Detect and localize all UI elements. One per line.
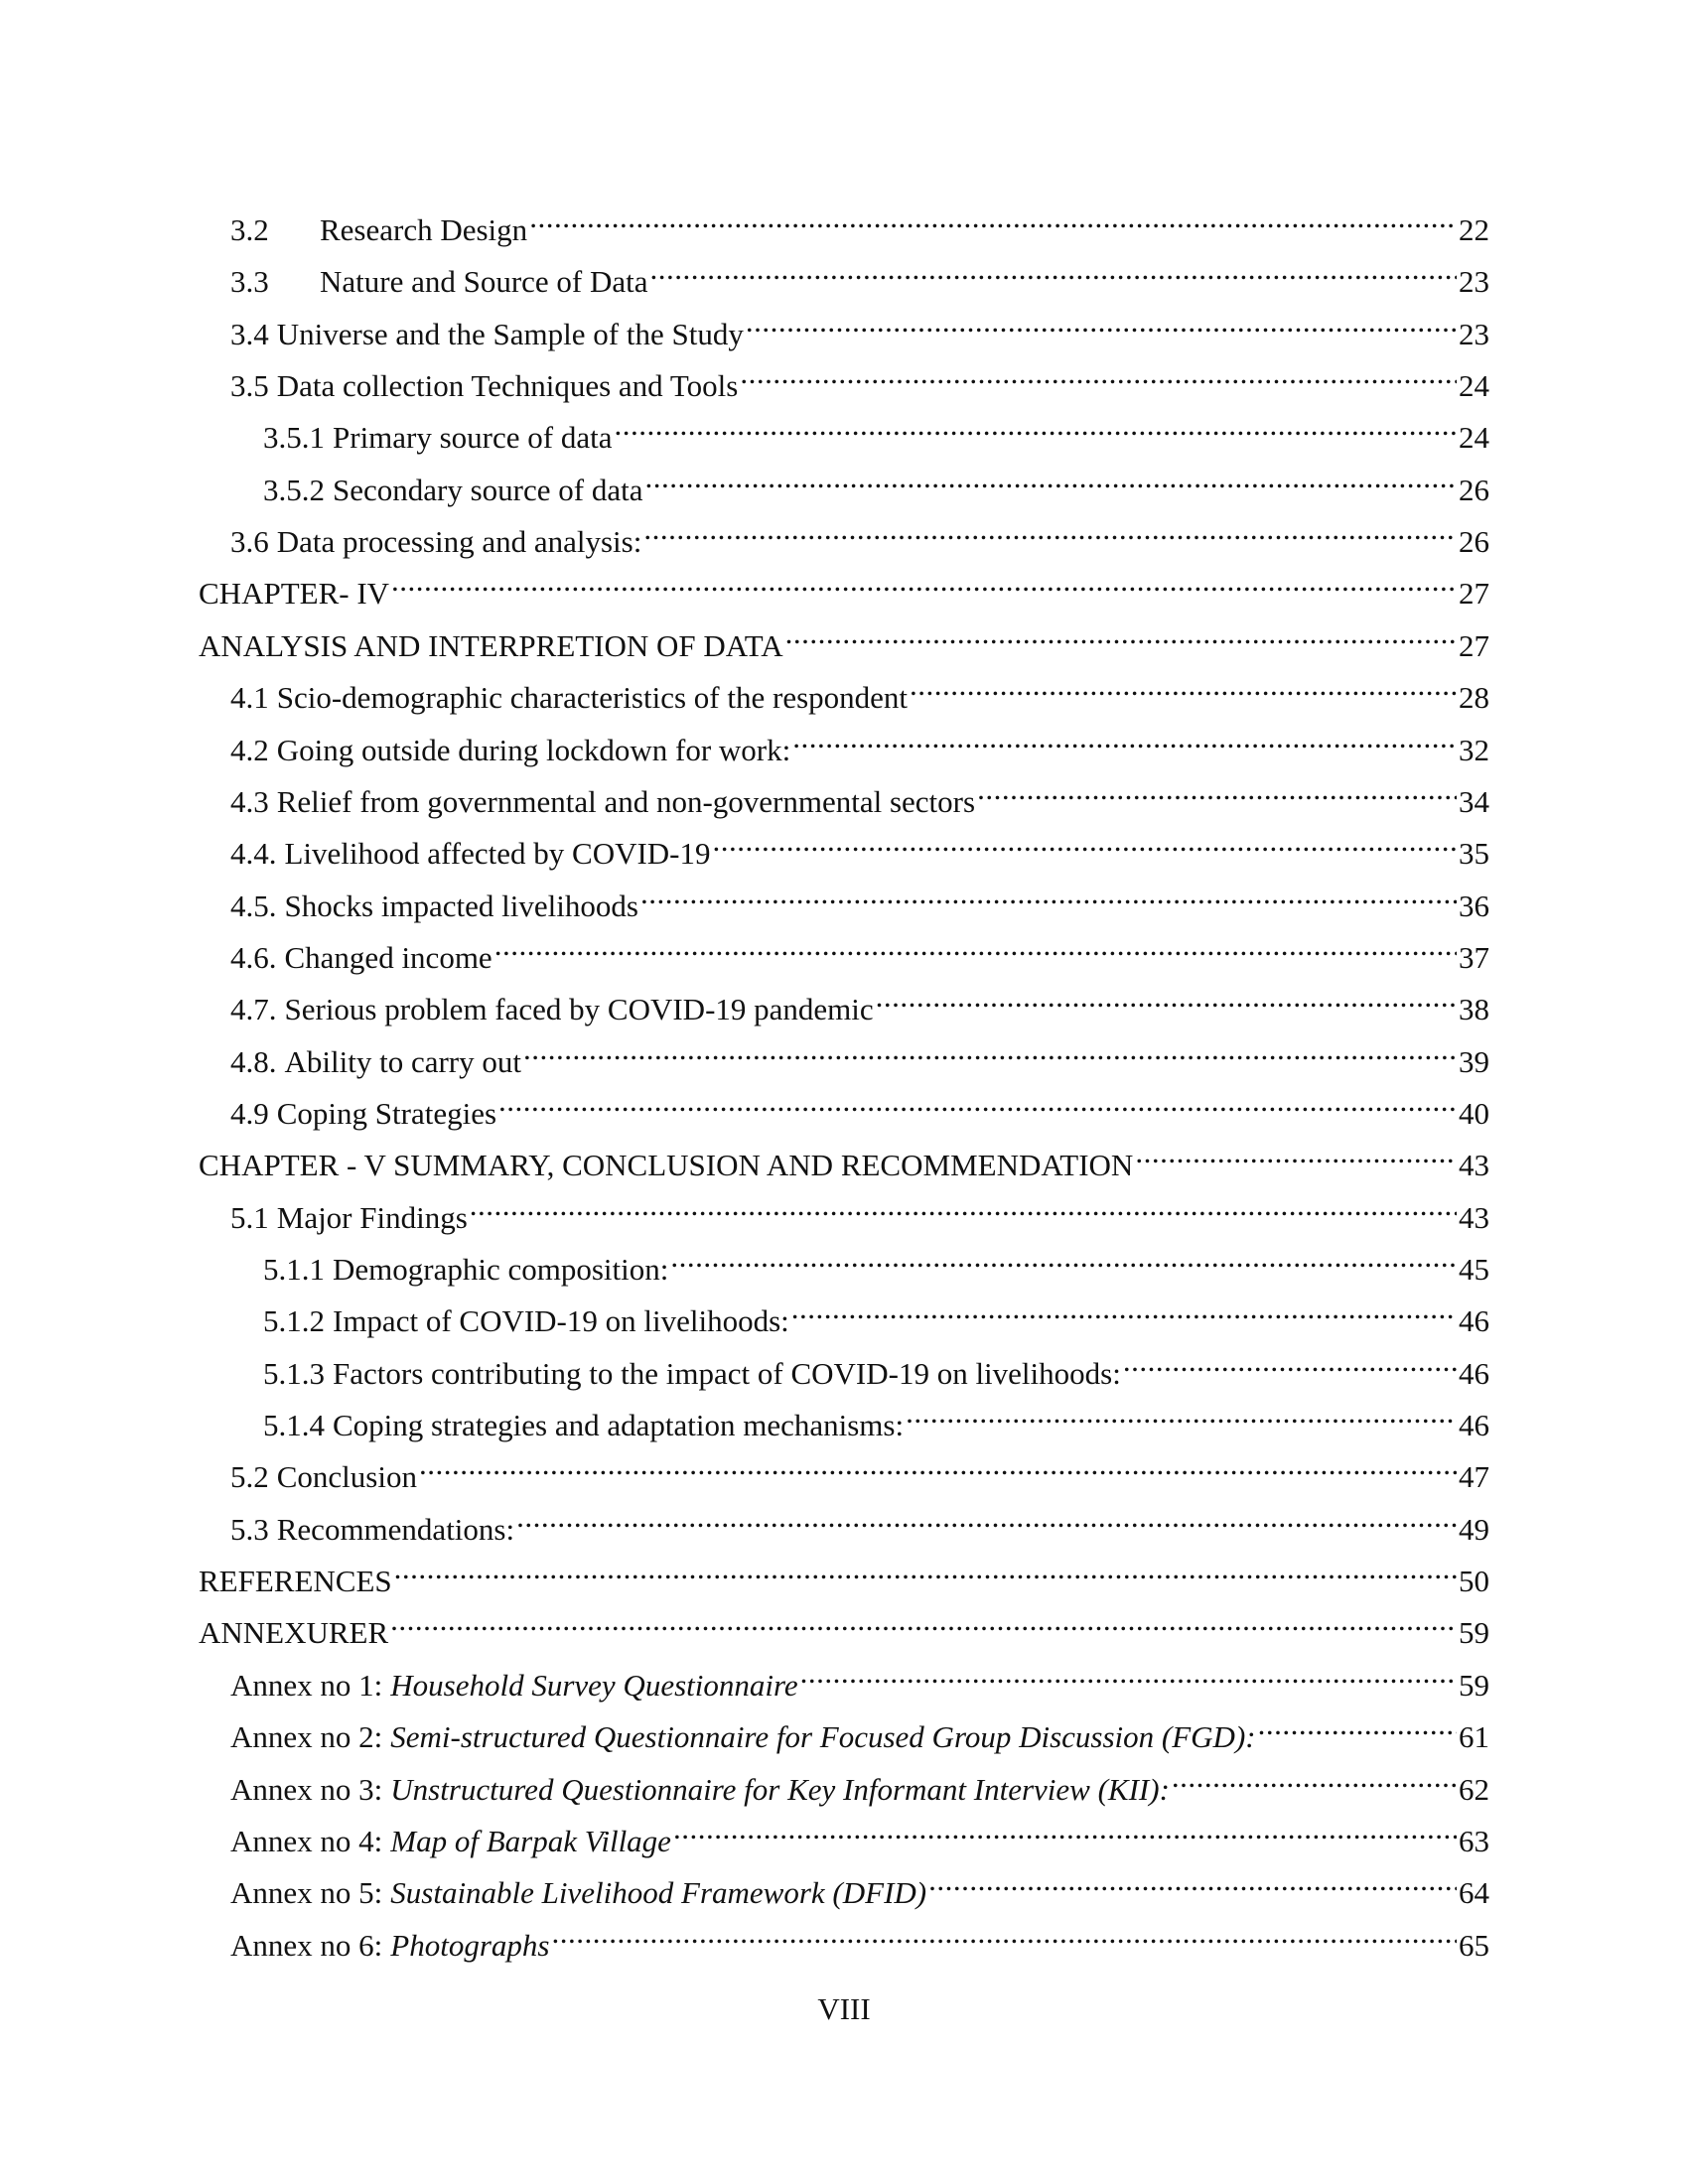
toc-entry-page-number: 49 bbox=[1459, 1511, 1489, 1547]
toc-entry-page-number: 26 bbox=[1459, 472, 1489, 507]
toc-entry[interactable] bbox=[230, 766, 1489, 819]
toc-entry[interactable] bbox=[263, 1286, 1489, 1339]
toc-entry[interactable] bbox=[230, 299, 1489, 351]
dot-leader bbox=[928, 1857, 1457, 1903]
toc-entry-title: Demographic composition: bbox=[333, 1252, 669, 1287]
toc-entry-page-number: 24 bbox=[1459, 420, 1489, 456]
toc-entry-page-number: 63 bbox=[1459, 1823, 1489, 1858]
toc-entry-title: Impact of COVID-19 on livelihoods: bbox=[333, 1303, 789, 1339]
toc-entry[interactable] bbox=[199, 1597, 1489, 1651]
dot-leader bbox=[614, 402, 1457, 448]
toc-entry[interactable] bbox=[230, 871, 1489, 923]
toc-entry-page-number: 43 bbox=[1459, 1199, 1489, 1235]
toc-entry-number: 3.5.2 bbox=[263, 472, 325, 507]
toc-entry[interactable] bbox=[230, 922, 1489, 975]
toc-entry[interactable] bbox=[230, 715, 1489, 767]
dot-leader bbox=[1123, 1338, 1457, 1384]
toc-entry-title-italic: Semi-structured Questionnaire for Focused Group Discussion (FGD): bbox=[390, 1719, 1256, 1755]
toc-entry-title-italic: Photographs bbox=[390, 1927, 550, 1963]
toc-entry-title: Primary source of data bbox=[333, 420, 613, 456]
toc-entry[interactable] bbox=[263, 402, 1489, 456]
toc-entry-number: 4.8. bbox=[230, 1043, 277, 1079]
toc-entry[interactable] bbox=[230, 974, 1489, 1027]
toc-entry-page-number: 46 bbox=[1459, 1303, 1489, 1339]
dot-leader bbox=[713, 818, 1457, 864]
toc-entry-number: 4.3 bbox=[230, 783, 269, 819]
toc-entry[interactable] bbox=[230, 506, 1489, 560]
dot-leader bbox=[551, 1910, 1457, 1956]
toc-entry-title: Research Design bbox=[320, 212, 528, 247]
toc-entry[interactable] bbox=[199, 558, 1489, 612]
toc-entry-number: 5.1.2 bbox=[263, 1303, 325, 1339]
dot-leader bbox=[785, 611, 1457, 656]
toc-entry-number: 3.6 bbox=[230, 524, 269, 560]
toc-entry-page-number: 22 bbox=[1459, 212, 1489, 247]
toc-entry-title-italic: Household Survey Questionnaire bbox=[390, 1667, 798, 1703]
toc-entry-title: Secondary source of data bbox=[333, 472, 643, 507]
toc-entry-number: 3.4 bbox=[230, 316, 269, 351]
toc-entry-page-number: 46 bbox=[1459, 1408, 1489, 1443]
toc-entry-title: ANALYSIS AND INTERPRETION OF DATA bbox=[199, 627, 783, 663]
toc-entry[interactable] bbox=[199, 1546, 1489, 1599]
toc-entry[interactable] bbox=[199, 1130, 1489, 1183]
toc-entry-title-italic: Map of Barpak Village bbox=[390, 1823, 671, 1858]
toc-entry-number: 4.7. bbox=[230, 992, 277, 1027]
dot-leader bbox=[670, 1234, 1457, 1280]
toc-entry-number: Annex no 2: bbox=[230, 1719, 383, 1755]
dot-leader bbox=[1258, 1702, 1457, 1747]
toc-entry[interactable] bbox=[263, 1234, 1489, 1287]
dot-leader bbox=[977, 766, 1457, 812]
dot-leader bbox=[800, 1650, 1457, 1696]
toc-entry-title: Changed income bbox=[284, 939, 492, 975]
toc-entry-number: 3.5 bbox=[230, 368, 269, 404]
toc-entry-page-number: 43 bbox=[1459, 1148, 1489, 1183]
toc-entry-page-number: 37 bbox=[1459, 939, 1489, 975]
toc-entry-page-number: 23 bbox=[1459, 316, 1489, 351]
toc-entry[interactable] bbox=[230, 1441, 1489, 1495]
toc-entry-page-number: 38 bbox=[1459, 992, 1489, 1027]
toc-entry[interactable] bbox=[230, 1910, 1489, 1963]
dot-leader bbox=[740, 350, 1457, 396]
toc-entry-title: Universe and the Sample of the Study bbox=[276, 316, 744, 351]
toc-entry-title: Relief from governmental and non-governmental sectors bbox=[276, 783, 976, 819]
toc-entry-page-number: 27 bbox=[1459, 576, 1489, 612]
toc-entry-number: 4.5. bbox=[230, 887, 277, 923]
dot-leader bbox=[643, 506, 1457, 552]
toc-entry-page-number: 27 bbox=[1459, 627, 1489, 663]
toc-entry-title: Nature and Source of Data bbox=[320, 264, 648, 300]
toc-entry-page-number: 36 bbox=[1459, 887, 1489, 923]
toc-entry-number: 5.2 bbox=[230, 1459, 269, 1495]
toc-entry-page-number: 35 bbox=[1459, 836, 1489, 872]
toc-entry-title: Ability to carry out bbox=[284, 1043, 521, 1079]
toc-entry[interactable] bbox=[230, 1806, 1489, 1858]
toc-entry-title: Coping strategies and adaptation mechanisms: bbox=[333, 1408, 905, 1443]
toc-entry[interactable] bbox=[230, 1702, 1489, 1755]
toc-entry-number: 4.2 bbox=[230, 732, 269, 767]
toc-entry[interactable] bbox=[263, 1338, 1489, 1391]
toc-entry-title: CHAPTER- IV bbox=[199, 576, 390, 612]
toc-entry-title: CHAPTER - V SUMMARY, CONCLUSION AND RECOMMENDATION bbox=[199, 1148, 1134, 1183]
toc-entry-page-number: 45 bbox=[1459, 1252, 1489, 1287]
dot-leader bbox=[498, 1078, 1457, 1124]
dot-leader bbox=[394, 1546, 1457, 1591]
toc-entry-title: Going outside during lockdown for work: bbox=[276, 732, 791, 767]
dot-leader bbox=[791, 1286, 1457, 1331]
toc-entry-title: REFERENCES bbox=[199, 1564, 392, 1599]
dot-leader bbox=[876, 974, 1457, 1020]
dot-leader bbox=[390, 1597, 1457, 1643]
dot-leader bbox=[792, 715, 1457, 760]
toc-entry-title-italic: Sustainable Livelihood Framework (DFID) bbox=[390, 1875, 927, 1911]
toc-entry-page-number: 59 bbox=[1459, 1615, 1489, 1651]
toc-entry-title: Data processing and analysis: bbox=[276, 524, 642, 560]
toc-entry-page-number: 34 bbox=[1459, 783, 1489, 819]
dot-leader bbox=[910, 662, 1457, 708]
toc-entry-page-number: 24 bbox=[1459, 368, 1489, 404]
dot-leader bbox=[673, 1806, 1457, 1851]
toc-entry-page-number: 46 bbox=[1459, 1355, 1489, 1391]
toc-entry-number: 5.1.4 bbox=[263, 1408, 325, 1443]
toc-entry-number: 5.3 bbox=[230, 1511, 269, 1547]
toc-entry-page-number: 59 bbox=[1459, 1667, 1489, 1703]
toc-entry-title: Recommendations: bbox=[276, 1511, 515, 1547]
dot-leader bbox=[644, 455, 1457, 500]
dot-leader bbox=[650, 246, 1457, 292]
toc-entry-title-italic: Unstructured Questionnaire for Key Informant Interview (KII): bbox=[390, 1771, 1170, 1807]
toc-entry-number: 4.6. bbox=[230, 939, 277, 975]
dot-leader bbox=[523, 1026, 1457, 1072]
toc-entry-page-number: 39 bbox=[1459, 1043, 1489, 1079]
toc-entry[interactable] bbox=[230, 350, 1489, 404]
dot-leader bbox=[1135, 1130, 1457, 1175]
toc-entry-title: Serious problem faced by COVID-19 pandemic bbox=[284, 992, 874, 1027]
toc-entry-number: 4.4. bbox=[230, 836, 277, 872]
dot-leader bbox=[1172, 1754, 1457, 1800]
toc-entry-title: Coping Strategies bbox=[276, 1095, 497, 1131]
toc-entry-number: 5.1.1 bbox=[263, 1252, 325, 1287]
toc-entry-number: Annex no 6: bbox=[230, 1927, 383, 1963]
toc-entry[interactable] bbox=[230, 1494, 1489, 1547]
toc-entry-page-number: 23 bbox=[1459, 264, 1489, 300]
toc-entry[interactable] bbox=[230, 662, 1489, 716]
toc-entry-number: Annex no 5: bbox=[230, 1875, 383, 1911]
dot-leader bbox=[906, 1390, 1457, 1435]
toc-entry-number: Annex no 4: bbox=[230, 1823, 383, 1858]
toc-entry-page-number: 26 bbox=[1459, 524, 1489, 560]
toc-entry-number: 4.9 bbox=[230, 1095, 269, 1131]
dot-leader bbox=[391, 558, 1457, 604]
toc-entry-number: 4.1 bbox=[230, 680, 269, 716]
toc-entry[interactable] bbox=[230, 1754, 1489, 1807]
toc-entry-page-number: 47 bbox=[1459, 1459, 1489, 1495]
toc-entry-page-number: 32 bbox=[1459, 732, 1489, 767]
toc-entry-title: Shocks impacted livelihoods bbox=[284, 887, 638, 923]
toc-entry[interactable] bbox=[263, 455, 1489, 507]
toc-entry-page-number: 62 bbox=[1459, 1771, 1489, 1807]
toc-entry[interactable] bbox=[230, 818, 1489, 872]
toc-entry[interactable] bbox=[230, 1026, 1489, 1079]
toc-entry-number: 5.1.3 bbox=[263, 1355, 325, 1391]
toc-entry-page-number: 50 bbox=[1459, 1564, 1489, 1599]
toc-entry[interactable] bbox=[230, 246, 1489, 300]
toc-entry-title: Factors contributing to the impact of COVID-19 on livelihoods: bbox=[333, 1355, 1121, 1391]
toc-entry-title: Major Findings bbox=[276, 1199, 468, 1235]
toc-entry-number: 3.2 bbox=[230, 212, 269, 247]
toc-entry-page-number: 28 bbox=[1459, 680, 1489, 716]
toc-entry-number: 5.1 bbox=[230, 1199, 269, 1235]
toc-entry[interactable] bbox=[230, 1857, 1489, 1911]
toc-entry-page-number: 40 bbox=[1459, 1095, 1489, 1131]
dot-leader bbox=[746, 299, 1457, 344]
toc-entry-title: Data collection Techniques and Tools bbox=[276, 368, 739, 404]
dot-leader bbox=[494, 922, 1457, 968]
toc-entry-page-number: 61 bbox=[1459, 1719, 1489, 1755]
toc-entry[interactable] bbox=[230, 1078, 1489, 1131]
toc-entry[interactable] bbox=[263, 1390, 1489, 1443]
toc-entry[interactable] bbox=[230, 1182, 1489, 1235]
toc-entry-page-number: 65 bbox=[1459, 1927, 1489, 1963]
toc-entry-title: ANNEXURER bbox=[199, 1615, 389, 1651]
dot-leader bbox=[529, 195, 1457, 240]
dot-leader bbox=[470, 1182, 1457, 1228]
dot-leader bbox=[419, 1441, 1457, 1487]
page-number-footer: VIII bbox=[817, 1991, 871, 2026]
toc-entry-page-number: 64 bbox=[1459, 1875, 1489, 1911]
dot-leader bbox=[640, 871, 1457, 916]
toc-entry-title bbox=[390, 1923, 549, 1969]
toc-entry-title: Livelihood affected by COVID-19 bbox=[284, 836, 711, 872]
toc-entry-title: Scio-demographic characteristics of the respondent bbox=[276, 680, 909, 716]
toc-entry-number: Annex no 3: bbox=[230, 1771, 383, 1807]
toc-entry-number: 3.5.1 bbox=[263, 420, 325, 456]
toc-entry-number: 3.3 bbox=[230, 264, 269, 300]
toc-entry[interactable] bbox=[199, 611, 1489, 663]
toc-entry-title: Conclusion bbox=[276, 1459, 417, 1495]
toc-entry-number: Annex no 1: bbox=[230, 1667, 383, 1703]
toc-entry[interactable] bbox=[230, 195, 1489, 247]
toc-entry[interactable] bbox=[230, 1650, 1489, 1703]
dot-leader bbox=[516, 1494, 1457, 1540]
